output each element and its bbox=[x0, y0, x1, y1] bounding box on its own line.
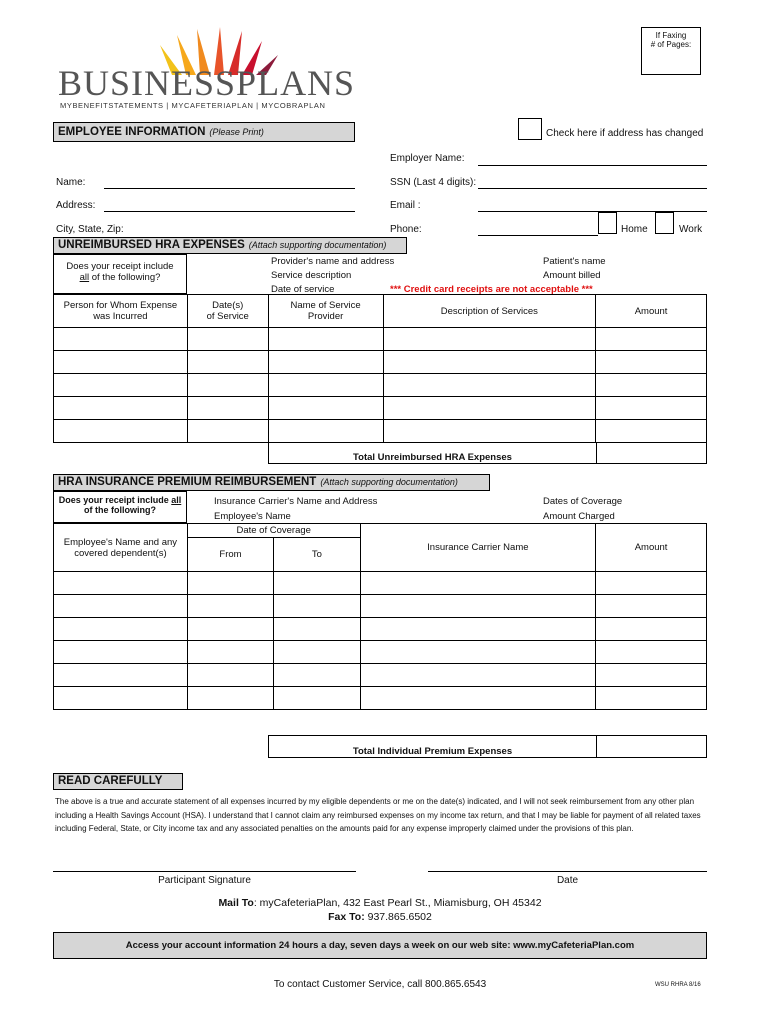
hra-provider-line-1: Provider's name and address bbox=[271, 256, 395, 267]
ssn-field[interactable] bbox=[478, 188, 707, 189]
table-row[interactable] bbox=[54, 351, 707, 374]
email-label: Email : bbox=[390, 200, 421, 211]
table-row[interactable] bbox=[54, 572, 707, 595]
premium-total-label: Total Individual Premium Expenses bbox=[352, 746, 513, 757]
fax-pages-box[interactable] bbox=[641, 27, 701, 75]
hra-total-amount-field[interactable] bbox=[596, 442, 707, 464]
premium-receipt-q2: of the following? bbox=[84, 505, 156, 515]
table-row[interactable] bbox=[54, 397, 707, 420]
premium-dates-coverage: Dates of Coverage bbox=[543, 496, 623, 507]
hra-provider-line-3: Date of service bbox=[271, 284, 335, 295]
hra-receipt-all: all bbox=[79, 272, 90, 283]
read-carefully-title: READ CAREFULLY bbox=[58, 775, 163, 787]
address-changed-label: Check here if address has changed bbox=[546, 128, 704, 139]
hra-col-dates: Date(s) of Service bbox=[187, 295, 268, 328]
credit-card-warning: *** Credit card receipts are not acceptable *** bbox=[390, 284, 593, 295]
employer-name-field[interactable] bbox=[478, 165, 707, 166]
hra-expenses-title: UNREIMBURSED HRA EXPENSES bbox=[58, 239, 245, 251]
logo-tagline: MYBENEFITSTATEMENTS | MYCAFETERIAPLAN | MYCOBRAPLAN bbox=[60, 101, 326, 110]
table-row[interactable] bbox=[54, 328, 707, 351]
hra-col-person: Person for Whom Expense was Incurred bbox=[54, 295, 188, 328]
premium-bar bbox=[53, 474, 490, 491]
table-row[interactable] bbox=[54, 664, 707, 687]
hra-expenses-table bbox=[53, 294, 707, 443]
hra-col-description: Description of Services bbox=[383, 295, 596, 328]
premium-col-carrier: Insurance Carrier Name bbox=[360, 524, 596, 572]
premium-col-date-coverage: Date of Coverage From To bbox=[187, 524, 360, 572]
hra-receipt-q1: Does your receipt include bbox=[66, 261, 174, 272]
hra-col-amount: Amount bbox=[596, 295, 707, 328]
signature-label: Participant Signature bbox=[158, 875, 251, 886]
premium-sub: (Attach supporting documentation) bbox=[320, 477, 458, 487]
access-banner bbox=[53, 932, 707, 959]
phone-field[interactable] bbox=[478, 235, 598, 236]
home-label: Home bbox=[621, 224, 648, 235]
name-label: Name: bbox=[56, 177, 86, 188]
premium-table bbox=[53, 523, 707, 710]
city-state-zip-label: City, State, Zip: bbox=[56, 224, 124, 235]
premium-total-amount-field[interactable] bbox=[596, 735, 707, 758]
employee-info-sub: (Please Print) bbox=[209, 127, 264, 137]
address-field[interactable] bbox=[104, 211, 355, 212]
premium-title: HRA INSURANCE PREMIUM REIMBURSEMENT bbox=[58, 476, 317, 488]
hra-receipt-q2 bbox=[54, 272, 186, 283]
premium-col-employee: Employee's Name and any covered dependent(s) bbox=[54, 524, 188, 572]
certification-paragraph: The above is a true and accurate statement of all expenses incurred by my eligible dependents or me on the date(s) indicated, and I will not seek reimbursement from any other plan including a Health Savings Account (HSA). I understand that I cannot claim any reimbursed expenses on my income tax return, and that I may be liable for payment of all related taxes including Federal, State, or City income tax and any associated penalties on the amounts paid for any expense improperly claimed under the provisions of this plan. bbox=[55, 797, 701, 833]
work-phone-checkbox[interactable] bbox=[655, 212, 674, 234]
fax-label-1: If Faxing bbox=[655, 31, 687, 40]
access-text: Access your account information 24 hours a day, seven days a week on our web site: www.myCafeteriaPlan.com bbox=[125, 940, 635, 951]
date-label: Date bbox=[556, 875, 579, 886]
table-row[interactable] bbox=[54, 595, 707, 618]
hra-col-provider: Name of Service Provider bbox=[268, 295, 383, 328]
table-row[interactable] bbox=[54, 420, 707, 443]
premium-amount-charged: Amount Charged bbox=[543, 511, 615, 522]
fax-to-line: Fax To: 937.865.6502 bbox=[328, 911, 432, 923]
work-label: Work bbox=[679, 224, 703, 235]
mail-to-line: Mail To: myCafeteriaPlan, 432 East Pearl St., Miamisburg, OH 45342 bbox=[218, 897, 542, 909]
home-phone-checkbox[interactable] bbox=[598, 212, 617, 234]
premium-col-amount: Amount bbox=[596, 524, 707, 572]
name-field[interactable] bbox=[104, 188, 355, 189]
hra-amount-billed: Amount billed bbox=[543, 270, 601, 281]
signature-field[interactable] bbox=[53, 871, 356, 872]
premium-total-box bbox=[268, 735, 597, 758]
date-field[interactable] bbox=[428, 871, 707, 872]
hra-receipt-question-box bbox=[53, 254, 187, 294]
read-carefully-bar bbox=[53, 773, 183, 790]
hra-total-label: Total Unreimbursed HRA Expenses bbox=[353, 452, 512, 463]
logo-wordmark: BUSINESSPLANS bbox=[58, 63, 356, 103]
ssn-label: SSN (Last 4 digits): bbox=[390, 177, 477, 188]
hra-expenses-bar bbox=[53, 237, 407, 254]
address-label: Address: bbox=[56, 200, 96, 211]
premium-receipt-q1: Does your receipt include all bbox=[58, 495, 182, 505]
employee-info-title: EMPLOYEE INFORMATION bbox=[58, 126, 206, 138]
table-row[interactable] bbox=[54, 641, 707, 664]
premium-col-from: From bbox=[188, 538, 274, 571]
address-changed-checkbox[interactable] bbox=[518, 118, 542, 140]
form-code: WSU RHRA 8/16 bbox=[655, 982, 701, 988]
phone-label: Phone: bbox=[390, 224, 422, 235]
customer-service-line: To contact Customer Service, call 800.865.6543 bbox=[273, 979, 487, 990]
hra-expenses-sub: (Attach supporting documentation) bbox=[248, 240, 387, 250]
hra-total-box bbox=[268, 442, 597, 464]
hra-receipt-q2-rest: of the following? bbox=[89, 272, 161, 283]
hra-patient-name: Patient's name bbox=[543, 256, 606, 267]
table-row[interactable] bbox=[54, 374, 707, 397]
employee-info-bar bbox=[53, 122, 355, 142]
premium-col-to: To bbox=[311, 549, 322, 560]
premium-receipt-question-box bbox=[53, 491, 187, 523]
premium-carrier-line-2: Employee's Name bbox=[214, 511, 291, 522]
employer-name-label: Employer Name: bbox=[390, 153, 465, 164]
fax-label-2: # of Pages: bbox=[650, 40, 692, 49]
hra-provider-line-2: Service description bbox=[271, 270, 352, 281]
premium-carrier-line-1: Insurance Carrier's Name and Address bbox=[214, 496, 378, 507]
table-row[interactable] bbox=[54, 687, 707, 710]
table-row[interactable] bbox=[54, 618, 707, 641]
